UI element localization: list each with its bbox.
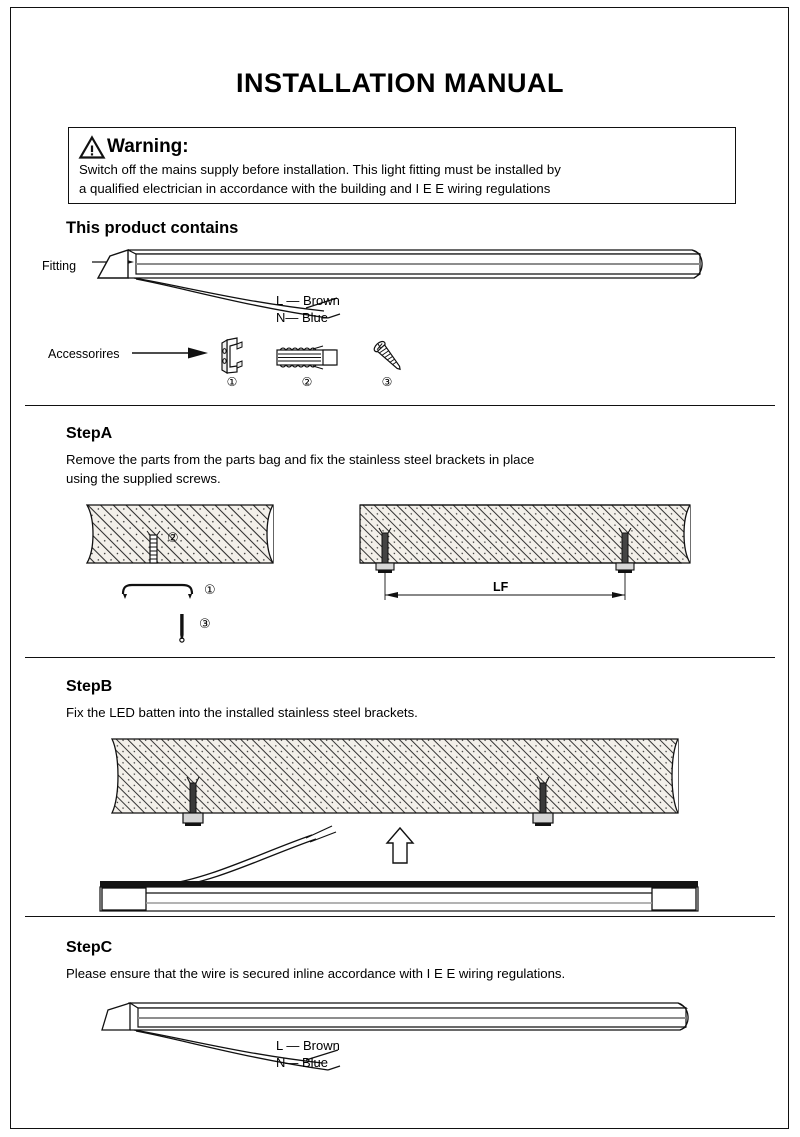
- step-a-callout-bracket: ①: [204, 582, 216, 597]
- wire-live-label: L — Brown: [276, 293, 340, 308]
- section-divider-1: [25, 405, 775, 406]
- step-c-fitting-diagram: [100, 1000, 700, 1080]
- warning-box: [68, 127, 736, 204]
- warning-label: Warning:: [107, 136, 189, 157]
- fitting-label: Fitting: [42, 259, 77, 273]
- step-b-body-line1: Fix the LED batten into the installed stainless steel brackets.: [66, 705, 418, 720]
- warning-text-line1: Switch off the mains supply before installation. This light fitting must be installed by: [79, 162, 561, 177]
- step-a-dimension-label: LF: [493, 580, 509, 594]
- warning-triangle-icon: [79, 136, 105, 159]
- section-divider-2: [25, 657, 775, 658]
- step-b-title: StepB: [66, 678, 113, 695]
- step-a-screw-diagram: [175, 613, 193, 643]
- step-a-wall-plug-diagram: [85, 503, 275, 575]
- accessory-number-2: ②: [301, 375, 313, 389]
- section-heading-contents: This product contains: [66, 219, 239, 237]
- step-b-body: [66, 703, 418, 722]
- accessories-label: Accessorires: [48, 347, 120, 361]
- wire-neutral-label: N— Blue: [276, 310, 329, 325]
- accessories-arrow: [132, 345, 210, 361]
- step-c-body-line1: Please ensure that the wire is secured inline accordance with I E E wiring regulations.: [66, 966, 566, 981]
- accessory-screw-icon: [370, 338, 408, 376]
- step-b-ceiling-diagram: [100, 735, 700, 910]
- step-a-callout-plug: ②: [167, 530, 179, 545]
- accessory-number-3: ③: [381, 375, 393, 389]
- accessory-bracket-icon: [218, 337, 244, 375]
- step-c-title: StepC: [66, 939, 113, 956]
- page-title: INSTALLATION MANUAL: [236, 68, 564, 98]
- step-a-callout-screw: ③: [199, 616, 211, 631]
- step-a-body: [66, 450, 534, 488]
- step-a-body-line1: Remove the parts from the parts bag and fix the stainless steel brackets in place: [66, 452, 535, 467]
- accessory-wall-plug-icon: [275, 345, 341, 371]
- step-a-mounted-brackets-diagram: [360, 503, 700, 607]
- step-c-wire-live-label: L — Brown: [276, 1038, 340, 1053]
- section-divider-3: [25, 916, 775, 917]
- step-a-title: StepA: [66, 425, 113, 442]
- warning-text-line2: a qualified electrician in accordance with the building and I E E wiring regulations: [79, 181, 551, 196]
- fitting-diagram: [92, 248, 707, 328]
- step-c-body: [66, 964, 565, 983]
- step-a-body-line2: using the supplied screws.: [66, 471, 221, 486]
- accessory-number-1: ①: [226, 375, 238, 389]
- step-c-wire-neutral-label: N— Blue: [276, 1055, 329, 1070]
- step-a-bracket-diagram: [120, 580, 200, 602]
- warning-heading: [79, 134, 725, 160]
